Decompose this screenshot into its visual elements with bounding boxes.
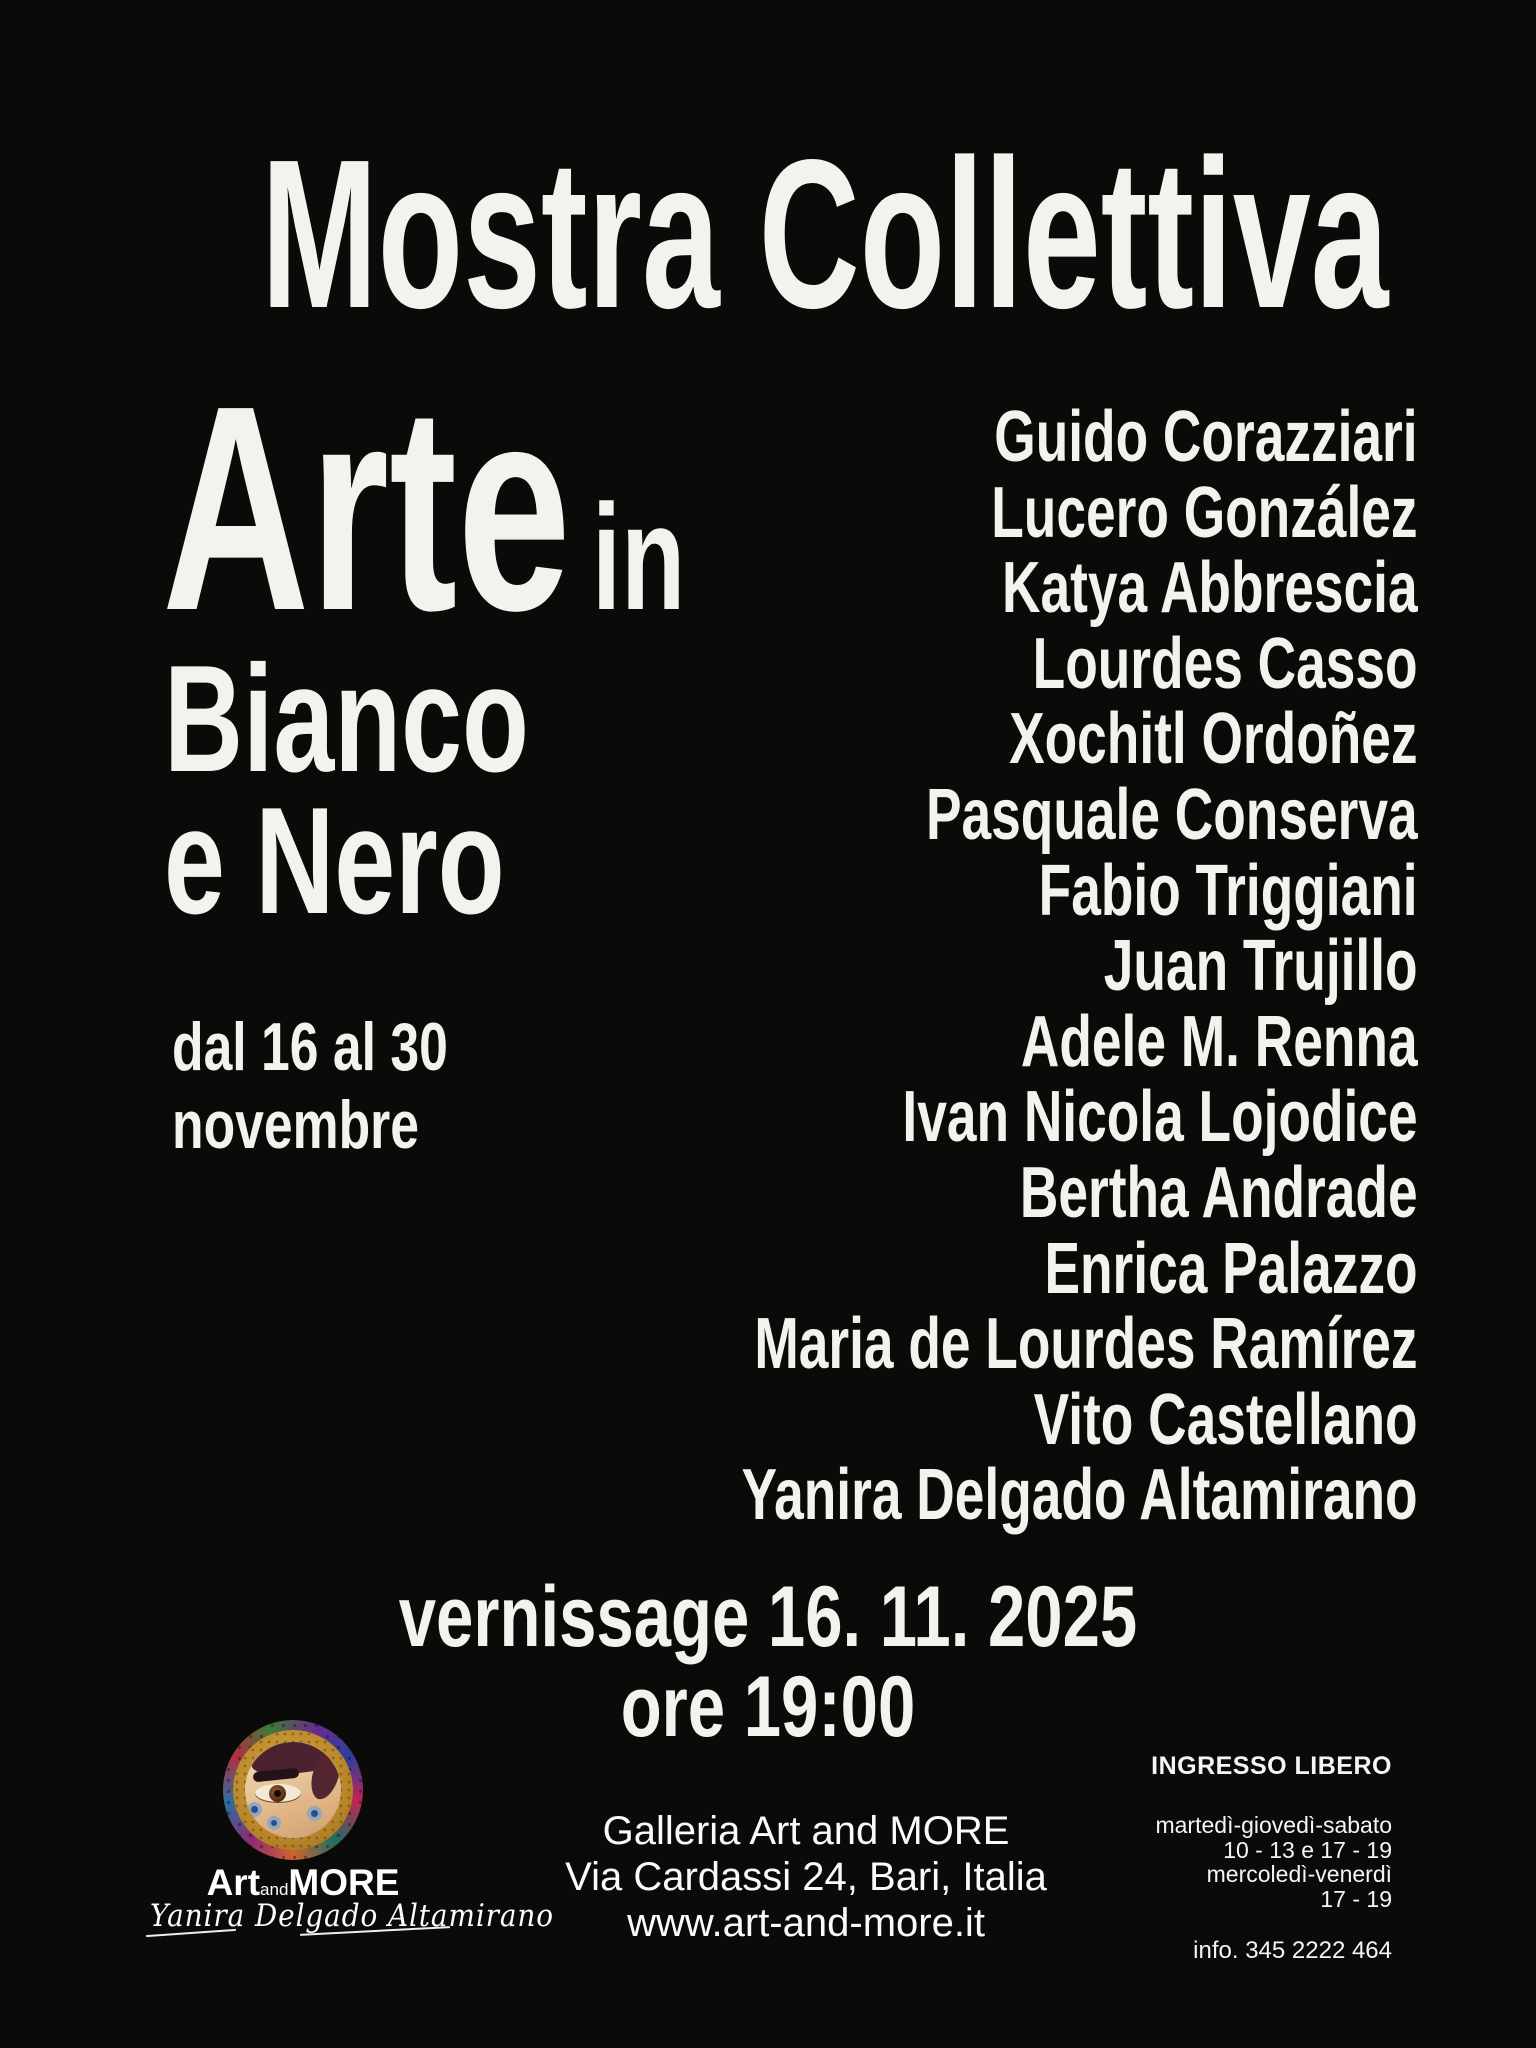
- artist-name: Lucero González: [991, 472, 1418, 553]
- artist-name: Juan Trujillo: [1104, 926, 1418, 1007]
- poster-title: Mostra Collettiva: [261, 115, 1389, 352]
- artist-name: Fabio Triggiani: [1039, 850, 1418, 931]
- hours-line: 17 - 19: [1320, 1885, 1392, 1912]
- artist-name: Vito Castellano: [1034, 1379, 1418, 1460]
- artist-name: Bertha Andrade: [1020, 1152, 1418, 1233]
- headline-bianco-e-nero: [164, 634, 529, 946]
- logo-flower-icon: [267, 1816, 281, 1830]
- info-block: [1151, 1752, 1392, 1965]
- vernissage-time: ore 19:00: [620, 1659, 916, 1755]
- exhibition-dates: [172, 1008, 448, 1164]
- eye-artwork-icon: [245, 1742, 341, 1838]
- artist-name: Xochitl Ordoñez: [1009, 699, 1418, 780]
- logo-flower-icon: [307, 1806, 322, 1821]
- artist-name: Lourdes Casso: [1033, 623, 1418, 704]
- venue-name: Galleria Art and MORE: [602, 1809, 1010, 1853]
- hours-line: 10 - 13 e 17 - 19: [1223, 1836, 1392, 1863]
- dates-line2: novembre: [172, 1087, 419, 1163]
- hours-line: mercoledì-venerdì: [1206, 1861, 1392, 1887]
- artist-name: Maria de Lourdes Ramírez: [754, 1304, 1418, 1385]
- artist-name: Enrica Palazzo: [1044, 1228, 1418, 1309]
- opening-hours: [1151, 1813, 1392, 1911]
- logo-eye: [255, 1784, 301, 1803]
- artist-name: Katya Abbrescia: [1002, 548, 1418, 629]
- artist-name: Ivan Nicola Lojodice: [902, 1077, 1418, 1158]
- artist-name: Adele M. Renna: [1021, 1001, 1418, 1082]
- logo-flower-icon: [247, 1802, 262, 1817]
- logo-word-and: and: [260, 1880, 289, 1899]
- vernissage-date: vernissage 16. 11. 2025: [398, 1569, 1138, 1665]
- logo-word-art: Art: [206, 1862, 261, 1903]
- free-entry-label: INGRESSO LIBERO: [1151, 1752, 1392, 1780]
- logo-pupil: [274, 1790, 281, 1797]
- logo-iris: [269, 1785, 286, 1802]
- hours-line: martedì-giovedì-sabato: [1155, 1812, 1392, 1838]
- logo-word-more: MORE: [288, 1862, 400, 1903]
- headline-bianco: Bianco: [164, 634, 529, 804]
- dates-line1: dal 16 al 30: [172, 1009, 448, 1085]
- artist-name: Yanira Delgado Altamirano: [741, 1455, 1418, 1536]
- artist-name: Guido Corazziari: [994, 397, 1418, 477]
- headline-e-nero: e Nero: [164, 776, 505, 946]
- venue-block: [565, 1808, 1047, 1946]
- venue-address: Via Cardassi 24, Bari, Italia: [565, 1855, 1047, 1899]
- venue-website: www.art-and-more.it: [627, 1901, 985, 1945]
- artist-signature: Yanira Delgado Altamirano: [150, 1898, 554, 1934]
- info-phone: info. 345 2222 464: [1193, 1937, 1392, 1964]
- artist-name: Pasquale Conserva: [926, 774, 1418, 855]
- headline-in: in: [591, 473, 686, 641]
- gallery-logo: [223, 1720, 363, 1860]
- headline-arte-in: [162, 345, 686, 671]
- headline-arte: Arte: [162, 345, 571, 671]
- artist-list: [741, 397, 1418, 1536]
